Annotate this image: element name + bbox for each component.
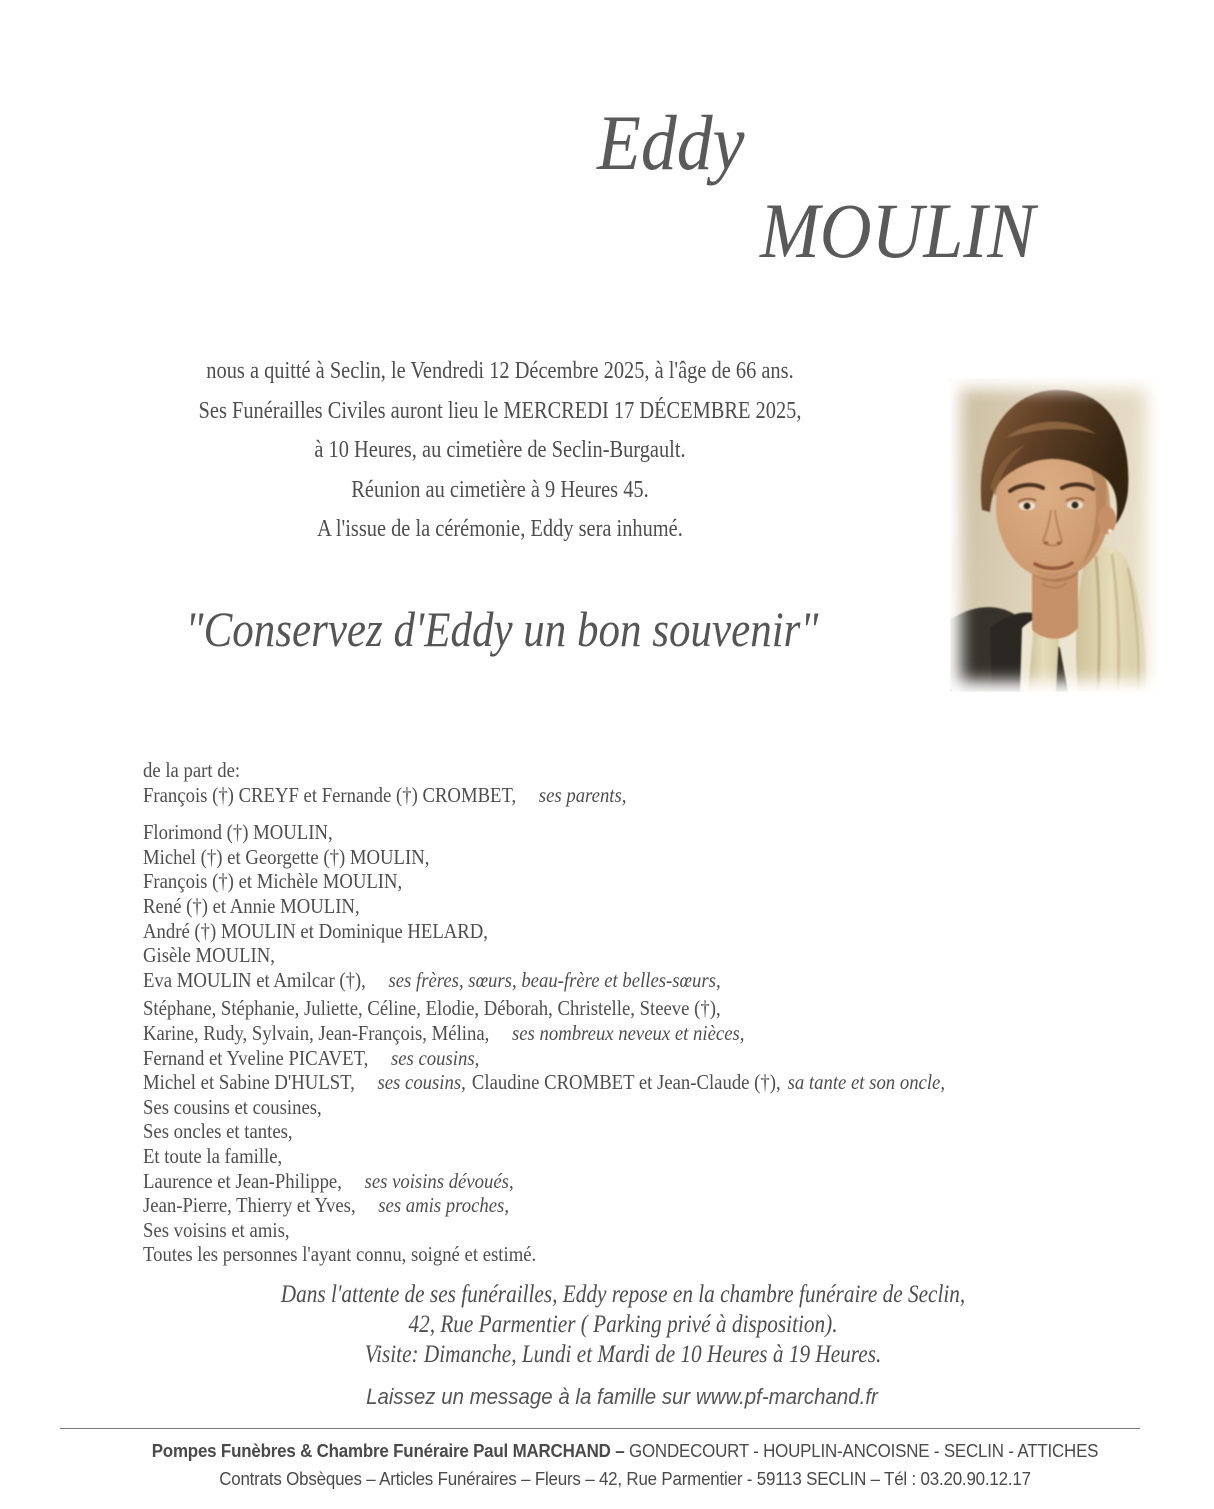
funeral-home-footer [61,1437,1189,1493]
family-list-item: André (†) MOULIN et Dominique HELARD, [143,918,488,943]
deceased-last-name: MOULIN [760,187,1036,274]
footer-line-1: Pompes Funèbres & Chambre Funéraire Paul MARCHAND – GONDECOURT - HOUPLIN-ANCOISNE - SECLIN - ATTICHES [151,1441,1099,1461]
footer-line-2: Contrats Obsèques – Articles Funéraires – Fleurs – 42, Rue Parmentier - 59113 SECLIN – Tél : 03.20.90.12.17 [219,1469,1031,1489]
announcement-line: Ses Funérailles Civiles auront lieu le MERCREDI 17 DÉCEMBRE 2025, [198,397,802,424]
footer-divider [60,1428,1140,1429]
announcement-line: nous a quitté à Seclin, le Vendredi 12 Décembre 2025, à l'âge de 66 ans. [206,358,794,384]
portrait-photo-graphic [950,378,1158,692]
family-list-item: Jean-Pierre, Thierry et Yves, ses amis proches, [143,1193,510,1218]
family-list-item: Fernand et Yveline PICAVET, ses cousins, [143,1045,480,1070]
family-list-item: Florimond (†) MOULIN, [143,820,333,845]
family-list-item: Laurence et Jean-Philippe, ses voisins dévoués, [143,1168,514,1193]
family-list-item: Et toute la famille, [143,1143,283,1168]
family-list-item: François (†) CREYF et Fernande (†) CROMBET, ses parents, [143,782,627,807]
resting-info-line: Visite: Dimanche, Lundi et Mardi de 10 Heures à 19 Heures. [364,1341,882,1368]
announcement-paragraph [124,352,875,550]
family-list-item: Michel (†) et Georgette (†) MOULIN, [143,844,430,869]
family-list-item: Eva MOULIN et Amilcar (†), ses frères, sœurs, beau-frère et belles-sœurs, [143,967,721,992]
family-list-item: Michel et Sabine D'HULST, ses cousins, Claudine CROMBET et Jean-Claude (†), sa tante et son oncle, [143,1070,946,1095]
family-list [143,758,1065,1267]
family-list-item: Ses oncles et tantes, [143,1119,293,1144]
deceased-first-name: Eddy [597,99,745,186]
resting-info [215,1280,1031,1370]
resting-info-line: Dans l'attente de ses funérailles, Eddy repose en la chambre funéraire de Seclin, [280,1281,966,1308]
announcement-line: à 10 Heures, au cimetière de Seclin-Burgault. [314,437,686,463]
family-list-item: Ses cousins et cousines, [143,1094,322,1119]
portrait-photo [950,378,1158,692]
family-list-item: Gisèle MOULIN, [143,943,275,968]
online-message-line: Laissez un message à la famille sur www.pf-marchand.fr [366,1384,878,1409]
family-intro: de la part de: [143,758,241,782]
resting-info-line: 42, Rue Parmentier ( Parking privé à disposition). [408,1311,838,1338]
family-list-item: Toutes les personnes l'ayant connu, soigné et estimé. [143,1242,537,1267]
family-list-item: Stéphane, Stéphanie, Juliette, Céline, Elodie, Déborah, Christelle, Steeve (†), [143,996,721,1021]
family-list-item: René (†) et Annie MOULIN, [143,893,360,918]
announcement-line: A l'issue de la cérémonie, Eddy sera inhumé. [317,516,683,542]
family-list-item: François (†) et Michèle MOULIN, [143,869,403,894]
announcement-line: Réunion au cimetière à 9 Heures 45. [351,476,649,503]
family-list-item: Karine, Rudy, Sylvain, Jean-François, Mélina, ses nombreux neveux et nièces, [143,1020,745,1045]
family-list-item: Ses voisins et amis, [143,1217,290,1242]
memorial-quote: "Conservez d'Eddy un bon souvenir" [185,601,819,657]
